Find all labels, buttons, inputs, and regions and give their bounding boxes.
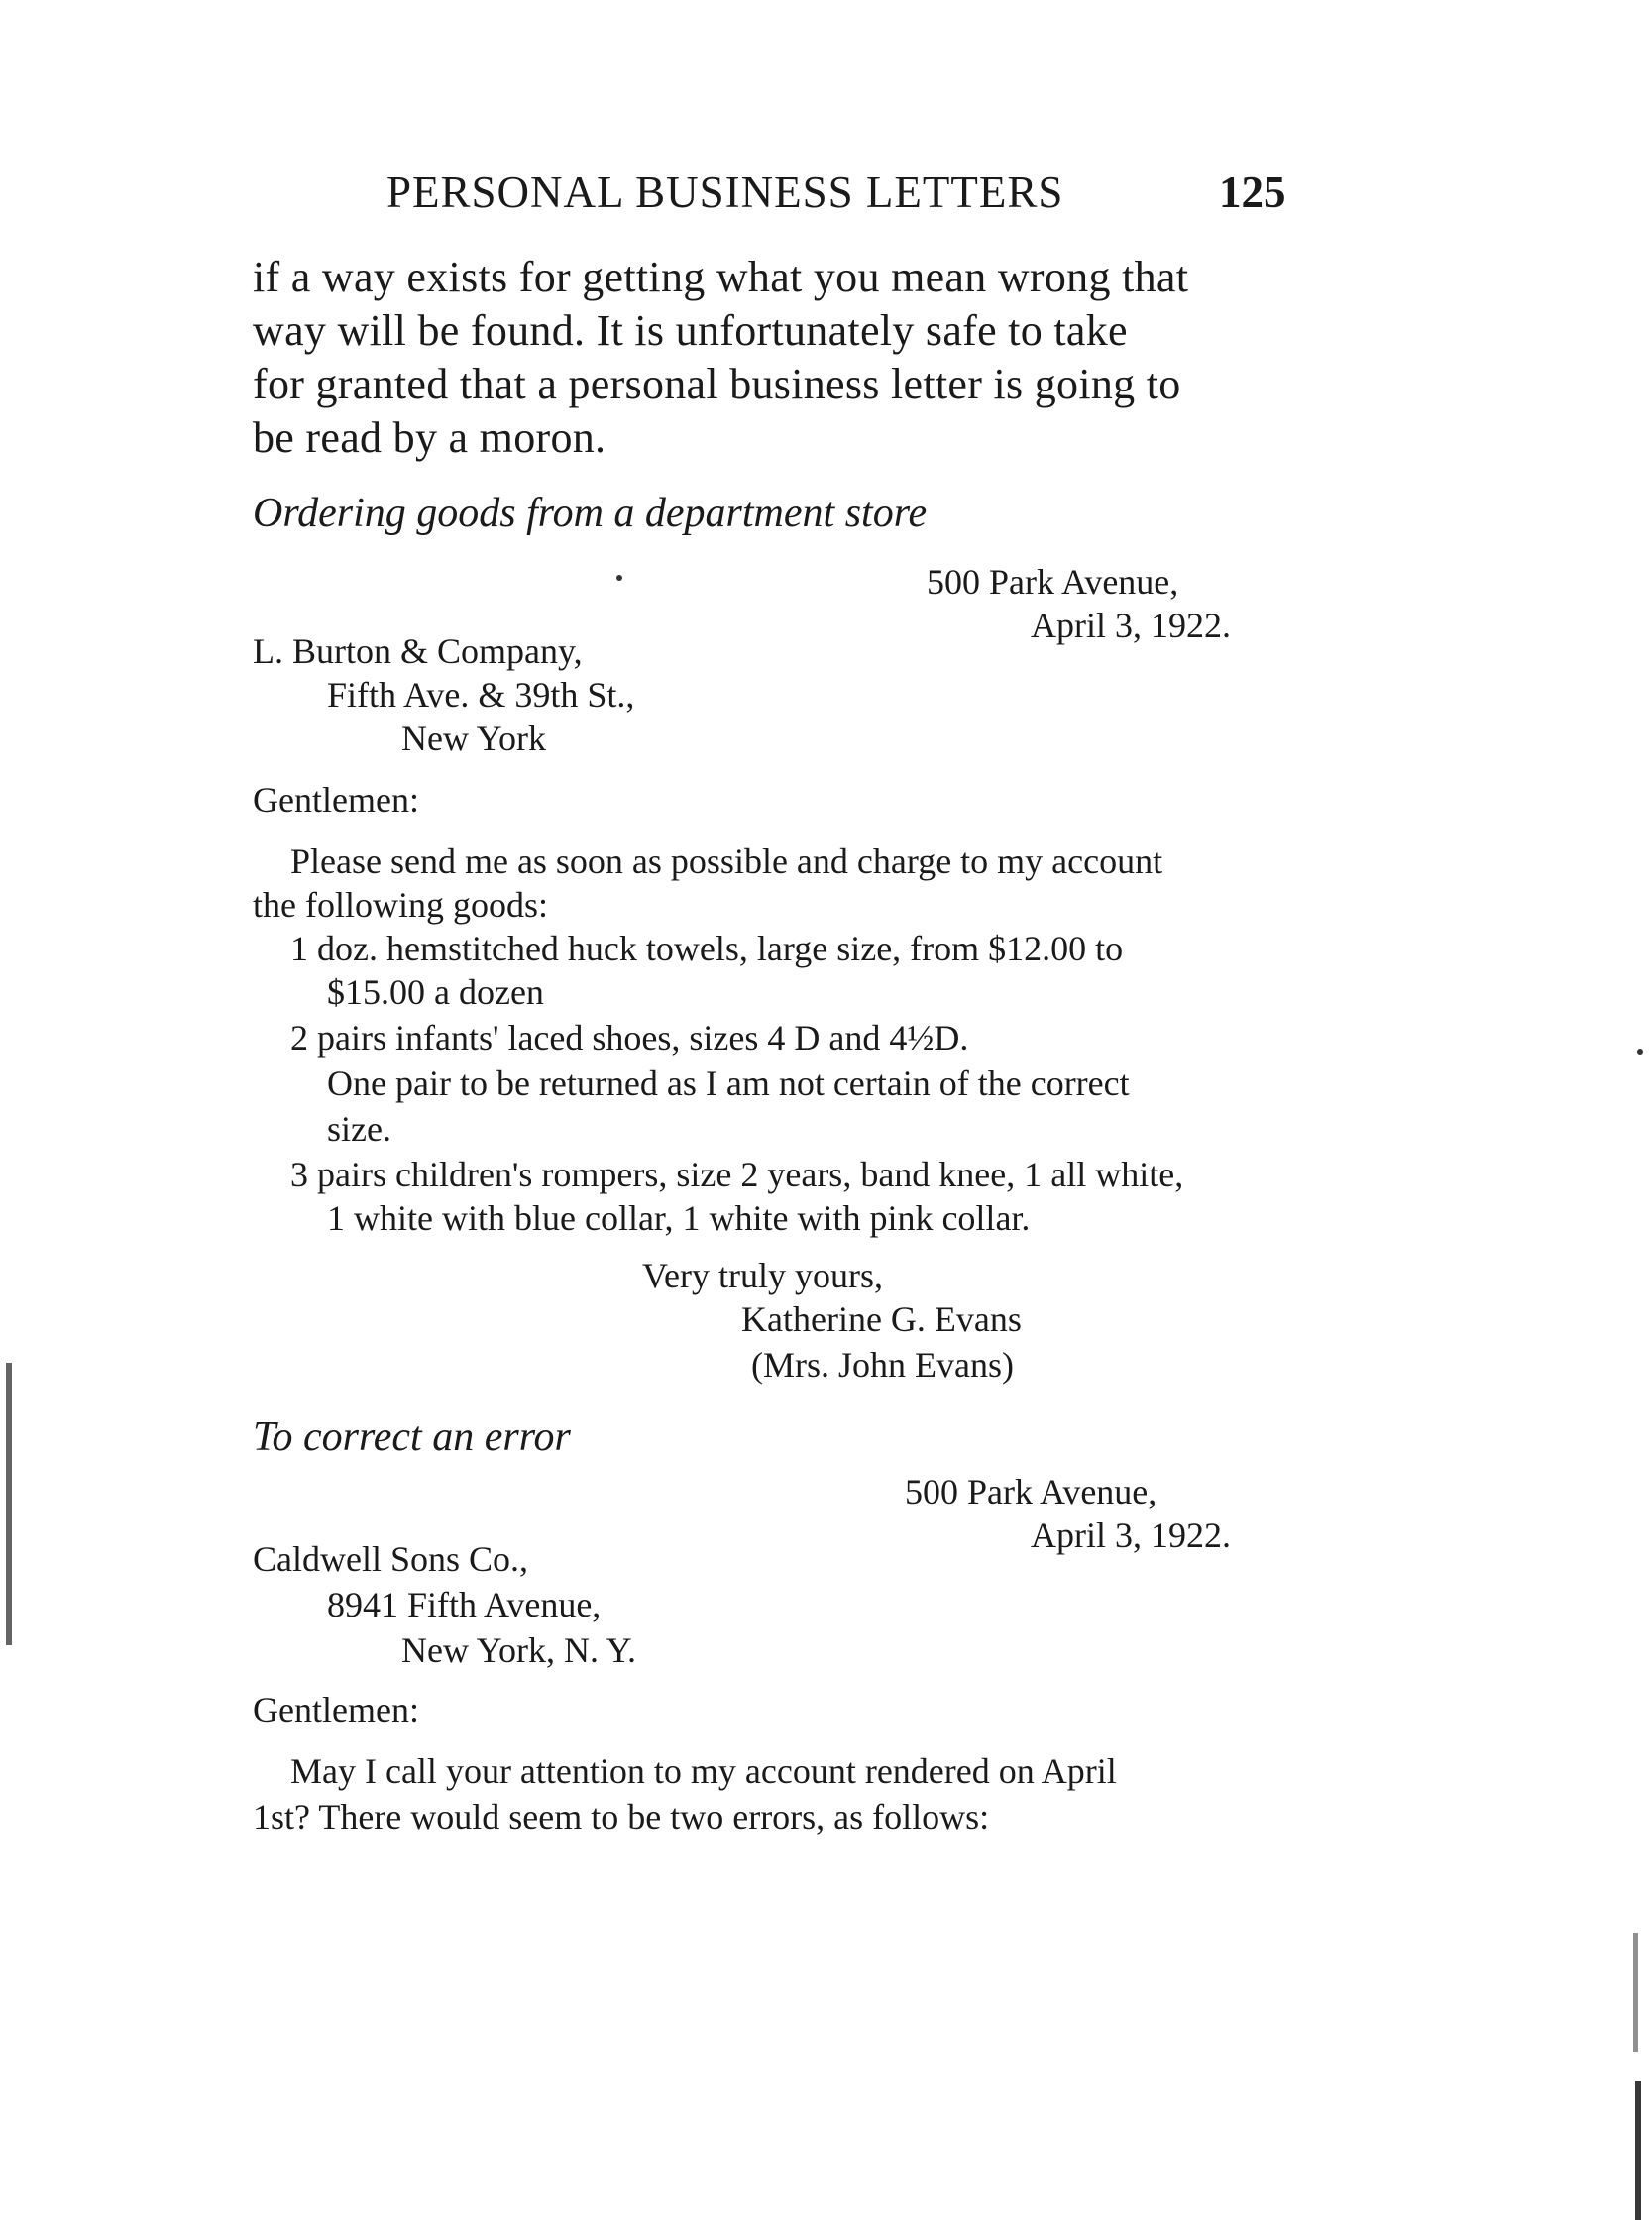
letter1-item-2: 2 pairs infants' laced shoes, sizes 4 D and 4½D. bbox=[290, 1018, 969, 1058]
intro-line-2: way will be found. It is unfortunately safe to take bbox=[253, 306, 1128, 355]
running-head: PERSONAL BUSINESS LETTERS bbox=[386, 167, 1064, 217]
letter1-item-1-cont: $15.00 a dozen bbox=[327, 972, 544, 1012]
letter2-recipient-line-1: Caldwell Sons Co., bbox=[253, 1539, 529, 1579]
letter2-body-line-2: 1st? There would seem to be two errors, as follows: bbox=[253, 1797, 990, 1837]
letter2-heading: To correct an error bbox=[253, 1414, 571, 1460]
letter1-item-3: 3 pairs children's rompers, size 2 years, band knee, 1 all white, bbox=[290, 1155, 1184, 1194]
left-scan-artifact bbox=[6, 1363, 12, 1645]
right-scan-artifact-upper bbox=[1633, 1933, 1638, 2052]
letter1-signature: Katherine G. Evans bbox=[741, 1299, 1022, 1339]
letter1-date: April 3, 1922. bbox=[1031, 606, 1231, 645]
letter2-recipient-line-2: 8941 Fifth Avenue, bbox=[327, 1585, 602, 1624]
letter1-item-2-note: One pair to be returned as I am not certain of the correct bbox=[327, 1063, 1130, 1103]
letter1-heading: Ordering goods from a department store bbox=[253, 491, 928, 536]
letter2-body-line-1: May I call your attention to my account rendered on April bbox=[290, 1751, 1117, 1791]
letter1-sender-address: 500 Park Avenue, bbox=[927, 562, 1179, 602]
letter1-salutation: Gentlemen: bbox=[253, 780, 419, 820]
letter1-item-3-cont: 1 white with blue collar, 1 white with pink collar. bbox=[327, 1198, 1031, 1238]
intro-line-4: be read by a moron. bbox=[253, 413, 606, 462]
intro-line-1: if a way exists for getting what you mean wrong that bbox=[253, 253, 1189, 301]
letter1-item-1: 1 doz. hemstitched huck towels, large size, from $12.00 to bbox=[290, 929, 1124, 968]
letter1-recipient-line-1: L. Burton & Company, bbox=[253, 631, 583, 671]
letter2-date: April 3, 1922. bbox=[1031, 1515, 1231, 1555]
intro-line-3: for granted that a personal business letter is going to bbox=[253, 360, 1181, 408]
letter1-recipient-line-2: Fifth Ave. & 39th St., bbox=[327, 675, 635, 715]
letter1-body-line-1: Please send me as soon as possible and charge to my account bbox=[290, 841, 1163, 881]
letter1-body-line-2: the following goods: bbox=[253, 885, 548, 925]
right-edge-dot bbox=[1637, 1049, 1643, 1055]
letter1-recipient-line-3: New York bbox=[401, 719, 547, 758]
right-scan-artifact-lower bbox=[1635, 2081, 1641, 2220]
letter2-salutation: Gentlemen: bbox=[253, 1690, 419, 1729]
letter1-item-2-note-cont: size. bbox=[327, 1109, 391, 1149]
letter1-closing: Very truly yours, bbox=[642, 1256, 883, 1295]
letter2-recipient-line-3: New York, N. Y. bbox=[401, 1630, 637, 1670]
stray-dot bbox=[616, 575, 622, 581]
page-number: 125 bbox=[1219, 167, 1286, 217]
letter1-signature-note: (Mrs. John Evans) bbox=[751, 1345, 1014, 1385]
letter2-sender-address: 500 Park Avenue, bbox=[905, 1472, 1157, 1511]
